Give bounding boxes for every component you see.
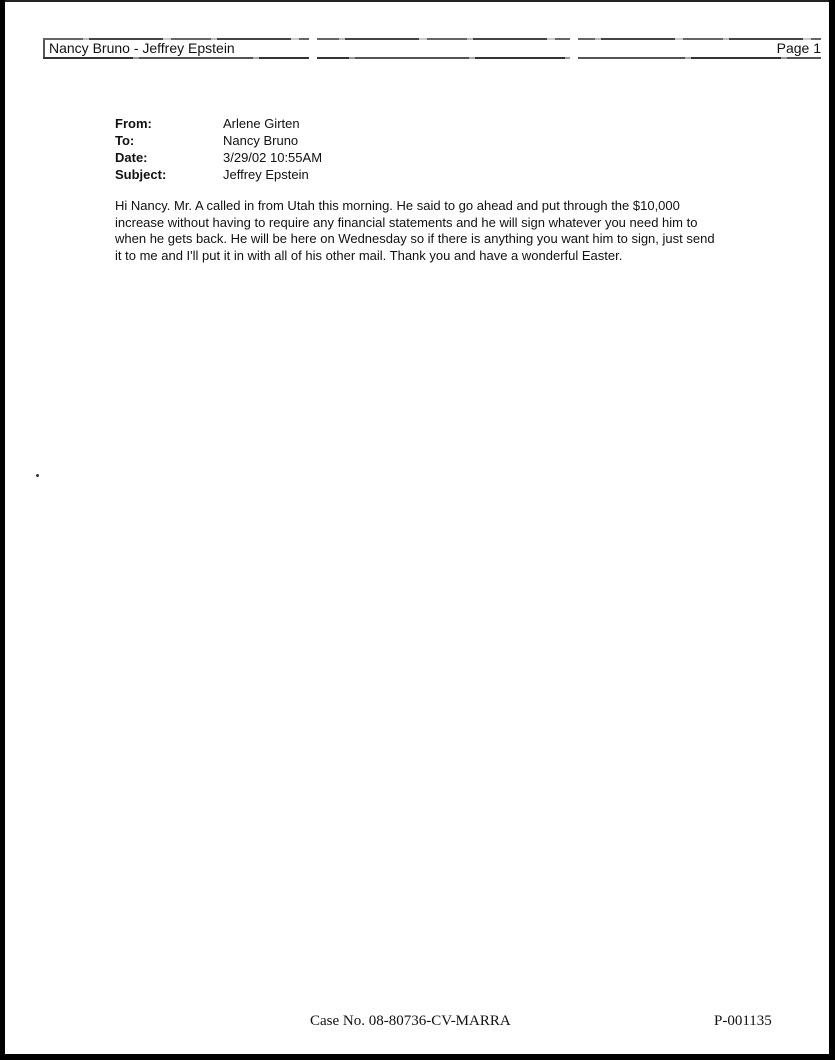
to-label: To:: [115, 133, 135, 148]
header-page-number: Page 1: [776, 40, 821, 56]
scan-speck: [36, 474, 39, 477]
to-value: Nancy Bruno: [223, 133, 299, 148]
header-title: Nancy Bruno - Jeffrey Epstein: [43, 40, 235, 57]
email-to-row: [115, 132, 322, 149]
print-header: [43, 38, 821, 60]
subject-label: Subject:: [115, 167, 167, 182]
bates-number: P-001135: [714, 1013, 772, 1029]
email-subject-row: [115, 166, 322, 183]
case-number: Case No. 08-80736-CV-MARRA: [310, 1013, 511, 1029]
scan-edge-top: [0, 0, 835, 2]
header-rule-gap: [570, 38, 578, 60]
email-date-row: [115, 149, 322, 166]
from-label: From:: [115, 116, 152, 131]
header-rule-gap: [309, 38, 317, 60]
date-value: 3/29/02 10:55AM: [223, 150, 323, 165]
scan-edge-left: [0, 0, 5, 1060]
subject-value: Jeffrey Epstein: [223, 167, 309, 182]
email-body: Hi Nancy. Mr. A called in from Utah this morning. He said to go ahead and put through the $10,000 increase without having to require any financial statements and he will sign whatever you need him to when he gets back. He will be here on Wednesday so if there is anything you want him to sign, just send it to me and I'll put it in with all of his other mail. Thank you and have a wonderful Easter.: [115, 198, 715, 263]
email-from-row: [115, 115, 322, 132]
scan-edge-right: [829, 0, 835, 1060]
from-value: Arlene Girten: [223, 116, 300, 131]
date-label: Date:: [115, 150, 148, 165]
header-rule-bottom: [43, 57, 821, 59]
scan-edge-bottom: [0, 1054, 835, 1060]
email-headers: [115, 115, 322, 183]
